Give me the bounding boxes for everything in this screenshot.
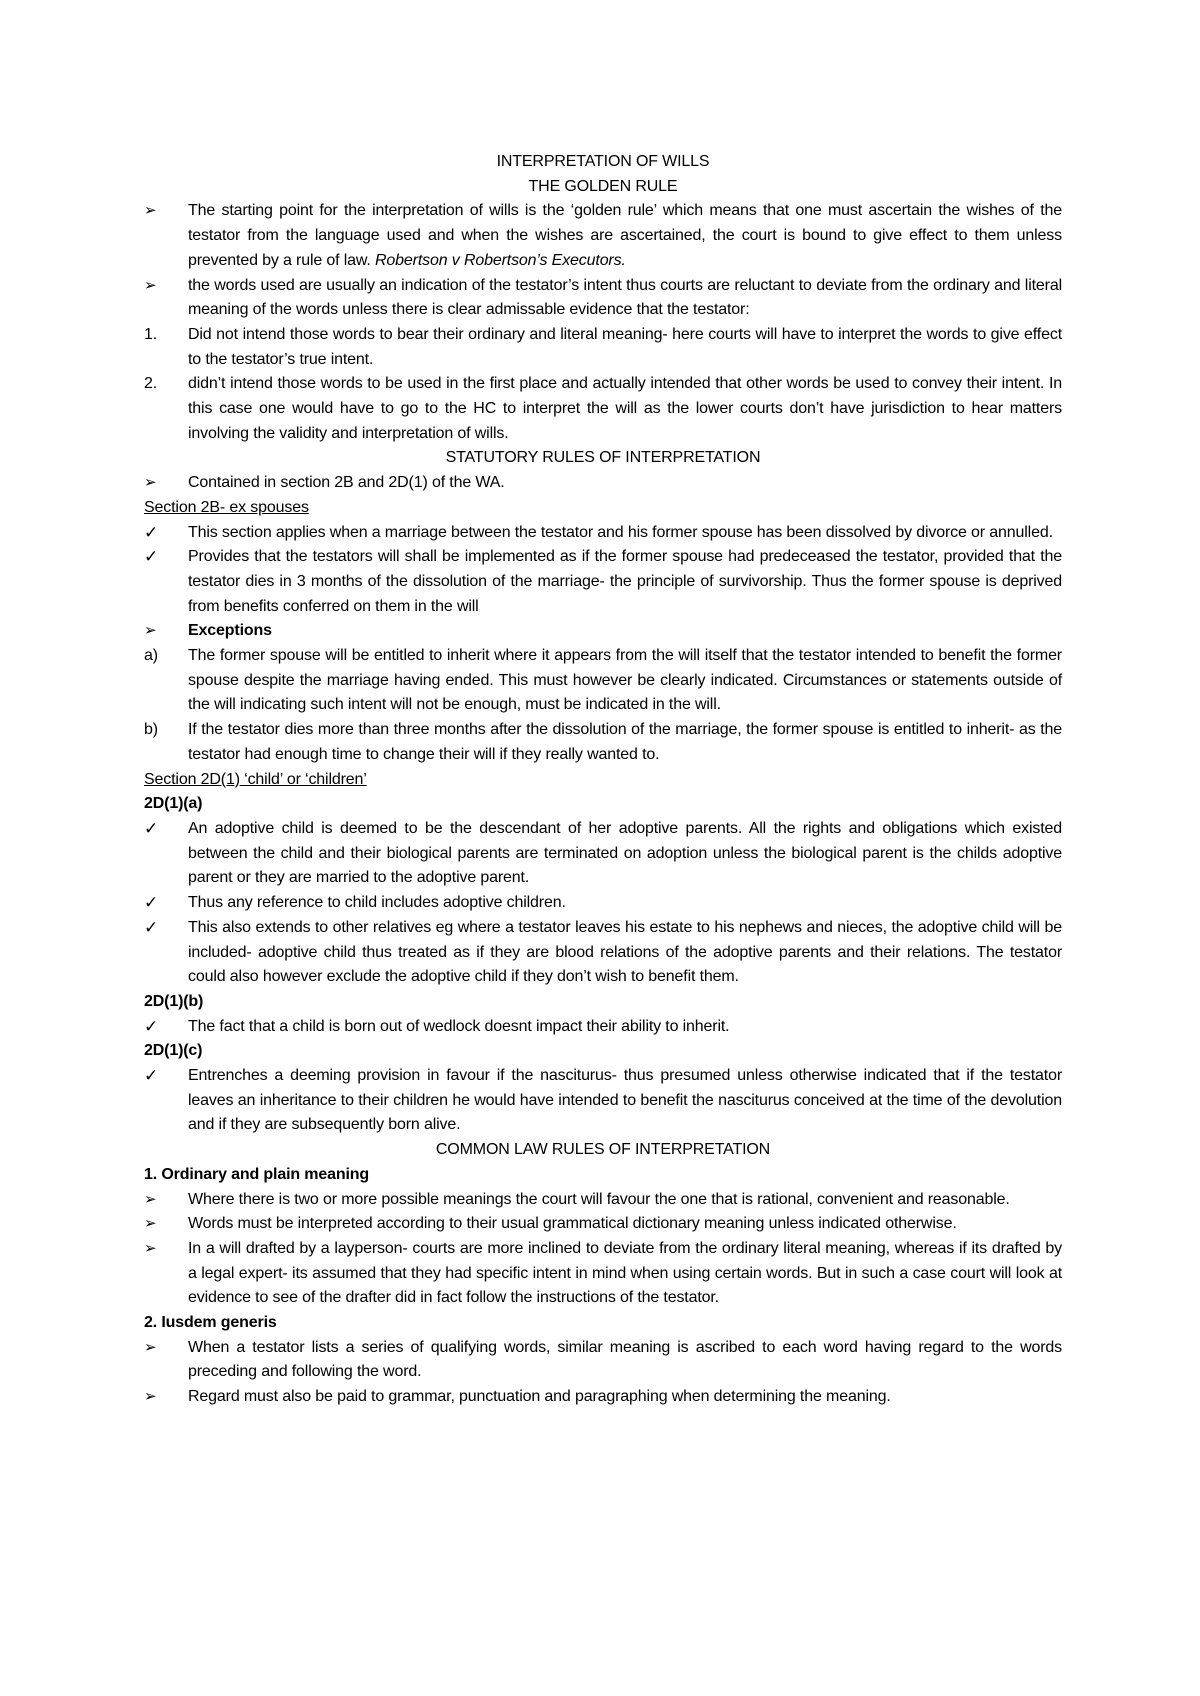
exceptions-label: Exceptions <box>188 622 272 640</box>
list-item: ➢ The starting point for the interpretation of wills is the ‘golden rule’ which means that one must ascertain the wishes of the testator from the language used and when the wishes are ascertained, the court is bound to give effect to them unless prevented by a rule of law. Robertson v Robertson’s Executors. <box>144 199 1062 273</box>
subheading-ordinary-meaning: 1. Ordinary and plain meaning <box>144 1165 370 1183</box>
list-letter: b) <box>144 721 158 739</box>
subheading-section-2b: Section 2B- ex spouses <box>144 498 309 516</box>
list-item: ✓ This also extends to other relatives eg where a testator leaves his estate to his nephews and nieces, the adoptive child will be included- adoptive child thus treated as if they are blood relations of the adoptive parents and their relations. The testator could also however exclude the adoptive child if they don’t wish to benefit them. <box>144 917 1062 986</box>
numbered-item: 2. didn’t intend those words to be used in the first place and actually intended that other words be used to convey their intent. In this case one would have to go to the HC to interpret the will as the lower courts don’t have jurisdiction to hear matters involving the validity and interpretation of wills. <box>144 372 1062 446</box>
list-item: ✓ The fact that a child is born out of wedlock doesnt impact their ability to inherit. <box>144 1015 1062 1040</box>
list-number: 1. <box>144 325 158 343</box>
subheading-2d1b: 2D(1)(b) <box>144 992 204 1010</box>
list-item: ➢ In a will drafted by a layperson- courts are more inclined to deviate from the ordinary literal meaning, whereas if its drafted by a legal expert- its assumed that they had specific intent in mind when using certain words. But in such a case court will look at evidence to see of the drafter did in fact follow the instructions of the testator. <box>144 1237 1062 1311</box>
check-bullet-icon: ✓ <box>144 547 159 567</box>
case-citation: Robertson v Robertson’s Executors. <box>375 251 626 269</box>
arrow-bullet-icon: ➢ <box>144 1239 157 1257</box>
subheading-2d1c: 2D(1)(c) <box>144 1042 203 1060</box>
arrow-bullet-icon: ➢ <box>144 622 157 640</box>
list-item: ➢ When a testator lists a series of qualifying words, similar meaning is ascribed to each word having regard to the words preceding and following the word. <box>144 1336 1062 1385</box>
subheading-section-2d1: Section 2D(1) ‘child’ or ‘children’ <box>144 770 367 788</box>
document-page <box>144 150 1062 1410</box>
check-bullet-icon: ✓ <box>144 1066 159 1086</box>
check-bullet-icon: ✓ <box>144 917 159 937</box>
check-bullet-icon: ✓ <box>144 818 159 838</box>
lettered-item: b) If the testator dies more than three months after the dissolution of the marriage, the former spouse is entitled to inherit- as the testator had enough time to change their will if they really wanted to. <box>144 718 1062 767</box>
section-heading-statutory: STATUTORY RULES OF INTERPRETATION <box>445 449 761 467</box>
list-item: ✓ This section applies when a marriage between the testator and his former spouse has been dissolved by divorce or annulled. <box>144 521 1062 546</box>
arrow-bullet-icon: ➢ <box>144 1215 157 1233</box>
arrow-bullet-icon: ➢ <box>144 1338 157 1356</box>
list-item: ✓ An adoptive child is deemed to be the descendant of her adoptive parents. All the rights and obligations which existed between the child and their biological parents are terminated on adoption unless the biological parent is the childs adoptive parent or they are married to the adoptive parent. <box>144 818 1062 887</box>
list-item: ➢ Regard must also be paid to grammar, punctuation and paragraphing when determining the meaning. <box>144 1385 1062 1410</box>
arrow-bullet-icon: ➢ <box>144 1190 157 1208</box>
list-number: 2. <box>144 375 158 393</box>
list-letter: a) <box>144 647 158 665</box>
section-heading-common-law: COMMON LAW RULES OF INTERPRETATION <box>435 1141 771 1159</box>
arrow-bullet-icon: ➢ <box>144 474 157 492</box>
check-bullet-icon: ✓ <box>144 893 159 913</box>
arrow-bullet-icon: ➢ <box>144 276 157 294</box>
list-item: ➢ the words used are usually an indication of the testator’s intent thus courts are reluctant to deviate from the ordinary and literal meaning of the words unless there is clear admissable evidence that the testator: <box>144 274 1062 323</box>
list-item: ➢ Contained in section 2B and 2D(1) of the WA. <box>144 471 1062 496</box>
check-bullet-icon: ✓ <box>144 522 159 542</box>
subheading-2d1a: 2D(1)(a) <box>144 795 203 813</box>
document-title: INTERPRETATION OF WILLS <box>496 153 710 170</box>
list-item: ✓ Thus any reference to child includes adoptive children. <box>144 891 1062 916</box>
arrow-bullet-icon: ➢ <box>144 202 157 220</box>
section-heading-golden-rule: THE GOLDEN RULE <box>528 177 678 195</box>
check-bullet-icon: ✓ <box>144 1016 159 1036</box>
lettered-item: a) The former spouse will be entitled to inherit where it appears from the will itself that the testator intended to benefit the former spouse despite the marriage having ended. This must however be clearly indicated. Circumstances or statements outside of the will indicating such intent will not be enough, must be indicated in the will. <box>144 644 1062 718</box>
numbered-item: 1. Did not intend those words to bear their ordinary and literal meaning- here courts will have to interpret the words to give effect to the testator’s true intent. <box>144 323 1062 372</box>
list-item: ➢ Words must be interpreted according to their usual grammatical dictionary meaning unless indicated otherwise. <box>144 1212 1062 1237</box>
list-item <box>144 619 1062 644</box>
list-item: ✓ Entrenches a deeming provision in favour if the nasciturus- thus presumed unless otherwise indicated that if the testator leaves an inheritance to their children he would have intended to benefit the nasciturus conceived at the time of the devolution and if they are subsequently born alive. <box>144 1066 1062 1134</box>
list-item: ✓ Provides that the testators will shall be implemented as if the former spouse had predeceased the testator, provided that the testator dies in 3 months of the dissolution of the marriage- the principle of survivorship. Thus the former spouse is deprived from benefits conferred on them in the will <box>144 547 1062 615</box>
subheading-iusdem-generis: 2. Iusdem generis <box>144 1314 277 1332</box>
list-item: ➢ Where there is two or more possible meanings the court will favour the one that is rational, convenient and reasonable. <box>144 1188 1062 1213</box>
arrow-bullet-icon: ➢ <box>144 1388 157 1406</box>
